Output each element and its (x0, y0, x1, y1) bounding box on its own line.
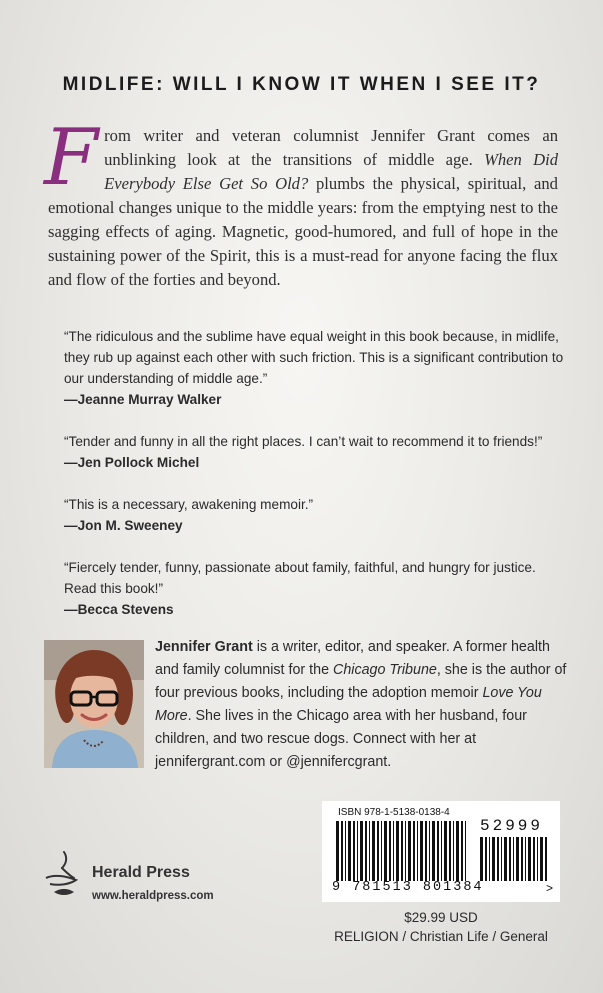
book-description (44, 113, 558, 292)
bisac-category: RELIGION / Christian Life / General (334, 929, 548, 944)
drop-cap-letter: F (44, 113, 99, 203)
publisher-url: www.heraldpress.com (92, 890, 214, 902)
author-photo (44, 640, 144, 768)
endorsement-attribution: —Becca Stevens (64, 602, 174, 617)
barcode-digits: 9 781513 801384 (332, 880, 484, 895)
bio-text-3: . She lives in the Chicago area with her husband, four children, and two rescue dogs. Connect with her at jennifergrant.com or @jennifercgrant. (155, 708, 527, 770)
barcode-quiet-zone-arrow: > (546, 881, 554, 895)
author-bio (155, 636, 575, 774)
isbn-number: ISBN 978-1-5138-0138-4 (338, 807, 450, 818)
endorsement-attribution: —Jeanne Murray Walker (64, 392, 222, 407)
newspaper-name: Chicago Tribune (333, 662, 437, 678)
endorsement-1 (64, 326, 564, 410)
endorsement-attribution: —Jon M. Sweeney (64, 518, 183, 533)
description-text-1: rom writer and veteran columnist Jennifer Grant comes an unblinking look at the transitions of middle age. (104, 126, 558, 169)
author-portrait-illustration (44, 640, 144, 768)
description-text-2: plumbs the physical, spiritual, and emotional changes unique to the middle years: from the emptying nest to the sagging effects of aging. Magnetic, good-humored, and full of hope in the sustaining power of the Spirit, this is a must-read for anyone facing the flux and flow of the forties and beyond. (48, 174, 558, 289)
book-title-italic: When Did Everybody Else Get So Old? (104, 150, 558, 193)
memoir-title: Love You More (155, 685, 542, 724)
herald-press-logo-icon (44, 848, 88, 900)
publisher-name: Herald Press (92, 864, 190, 881)
price-and-category (322, 908, 560, 946)
isbn-barcode (322, 801, 560, 902)
bio-text-2: , she is the author of four previous books, including the adoption memoir (155, 662, 567, 701)
endorsement-text: “The ridiculous and the sublime have equal weight in this book because, in midlife, they rub up against each other with such friction. This is a significant contribution to our understanding of middle age.” (64, 329, 564, 386)
price: $29.99 USD (404, 910, 478, 925)
endorsement-attribution: —Jen Pollock Michel (64, 455, 200, 470)
endorsement-2 (64, 431, 564, 473)
barcode-price-code: 52999 (480, 817, 544, 835)
back-cover-headline: MIDLIFE: WILL I KNOW IT WHEN I SEE IT? (62, 74, 541, 95)
endorsement-3 (64, 494, 564, 536)
author-name: Jennifer Grant (155, 639, 253, 655)
endorsement-4 (64, 557, 564, 620)
endorsement-text: “Fiercely tender, funny, passionate about family, faithful, and hungry for justice. Read this book!” (64, 560, 536, 596)
endorsements (64, 326, 564, 641)
endorsement-text: “This is a necessary, awakening memoir.” (64, 497, 314, 512)
endorsement-text: “Tender and funny in all the right places. I can’t wait to recommend it to friends!” (64, 434, 543, 449)
bio-text-1: is a writer, editor, and speaker. A former health and family columnist for the (155, 639, 550, 678)
